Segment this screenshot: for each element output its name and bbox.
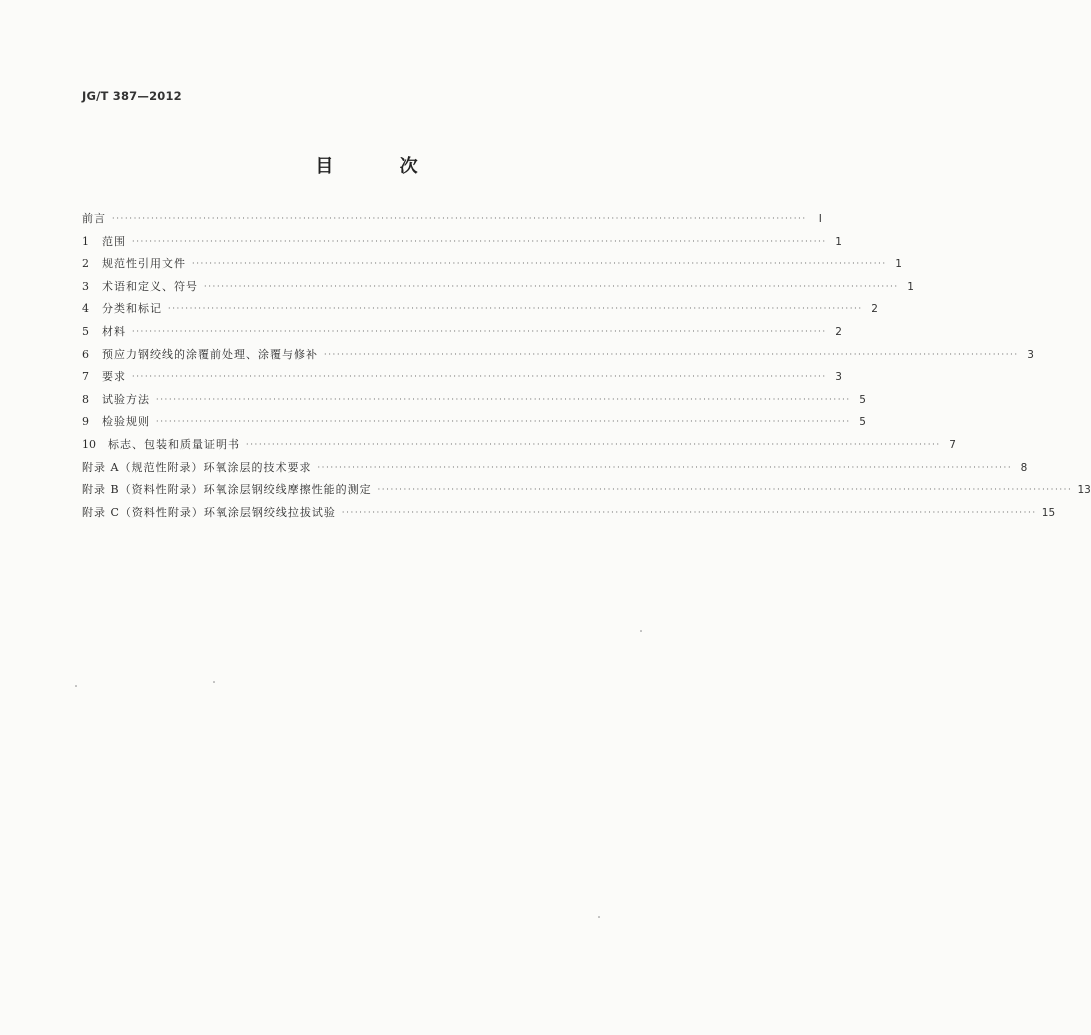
toc-entry-page: 1 [895,258,902,271]
toc-entry-5[interactable] [82,321,842,344]
toc-entry-title: 分类和标记 [102,302,162,316]
toc-entry-number: 10 [82,437,96,451]
scan-speck [598,916,600,918]
toc-entry-page: 2 [871,303,878,316]
dot-leader: ································································································································································ [132,326,827,336]
dot-leader: ································································································································································ [132,236,827,246]
toc-title: 目 次 [315,156,448,177]
toc-entry-number: 7 [82,370,89,384]
toc-entry-title: 环氧涂层的技术要求 [203,460,312,474]
toc-entry-page: 1 [907,280,914,293]
toc-entry-page: 13 [1077,484,1091,497]
toc-entry-6[interactable] [82,344,1034,367]
toc-entry-page: 7 [949,438,956,451]
document-code: JG/T 387—2012 [82,89,182,103]
toc-entry-title: 术语和定义、符号 [102,279,198,293]
toc-entry-2[interactable] [82,253,902,276]
scan-speck [640,630,642,632]
dot-leader: ································································································································································ [112,214,807,223]
toc-entry-number: 5 [82,324,89,338]
toc-appendix-label: 附录 B（资料性附录） [82,483,204,497]
toc-entry-title: 试验方法 [102,392,150,406]
toc-entry-9[interactable] [82,411,866,434]
dot-leader: ································································································································································ [324,349,1019,359]
toc-entry-page: 8 [1020,461,1028,474]
toc-entry-title: 前言 [82,212,106,225]
toc-entry-3[interactable] [82,276,914,299]
toc-entry-appendix-a[interactable] [82,457,1028,480]
toc-entry-number: 9 [82,415,89,429]
dot-leader: ································································································································································ [377,485,1073,495]
dot-leader: ································································································································································ [192,259,887,269]
toc-entry-page: 5 [859,416,866,429]
toc-entry-title: 材料 [102,324,126,338]
toc-entry-page: 2 [835,325,842,338]
toc-entry-number: 1 [82,234,89,248]
toc-entry-1[interactable] [82,231,842,254]
dot-leader: ································································································································································ [168,304,863,314]
dot-leader: ································································································································································ [132,372,827,382]
toc-entry-title: 范围 [102,234,126,248]
toc-entry-page: Ⅰ [818,213,822,225]
dot-leader: ································································································································································ [156,394,851,404]
toc-entry-foreword[interactable] [82,208,822,231]
toc-entry-4[interactable] [82,298,878,321]
toc-entry-title: 要求 [102,370,126,384]
toc-appendix-label: 附录 A（规范性附录） [82,460,204,474]
toc-entry-number: 6 [82,347,89,361]
toc-entry-title: 环氧涂层钢绞线拉拔试验 [203,505,336,519]
toc-entry-number: 4 [82,302,89,316]
scan-speck [213,681,215,683]
toc-entry-7[interactable] [82,366,842,389]
dot-leader: ································································································································································ [156,417,851,427]
toc-entry-appendix-b[interactable] [82,479,1091,502]
dot-leader: ································································································································································ [341,507,1037,517]
toc-entry-page: 3 [835,371,842,384]
toc-entry-number: 2 [82,257,89,271]
toc-appendix-label: 附录 C（资料性附录） [82,505,204,519]
scan-speck [75,685,77,687]
dot-leader: ································································································································································ [317,462,1013,472]
toc-entry-number: 3 [82,279,89,293]
toc-entry-page: 5 [859,393,866,406]
toc-entry-page: 1 [835,235,842,248]
toc-entry-number: 8 [82,392,89,406]
toc-entry-title: 检验规则 [102,415,150,429]
dot-leader: ································································································································································ [246,439,941,449]
toc-entry-page: 15 [1041,506,1056,519]
table-of-contents [82,208,1091,524]
dot-leader: ································································································································································ [204,281,899,291]
toc-entry-title: 规范性引用文件 [102,257,186,271]
toc-entry-8[interactable] [82,389,866,412]
toc-entry-title: 环氧涂层钢绞线摩擦性能的测定 [203,483,372,497]
toc-entry-appendix-c[interactable] [82,502,1056,525]
toc-entry-page: 3 [1027,348,1034,361]
toc-entry-title: 标志、包装和质量证明书 [108,437,240,451]
toc-entry-title: 预应力钢绞线的涂覆前处理、涂覆与修补 [102,347,318,361]
toc-entry-10[interactable] [82,434,956,457]
